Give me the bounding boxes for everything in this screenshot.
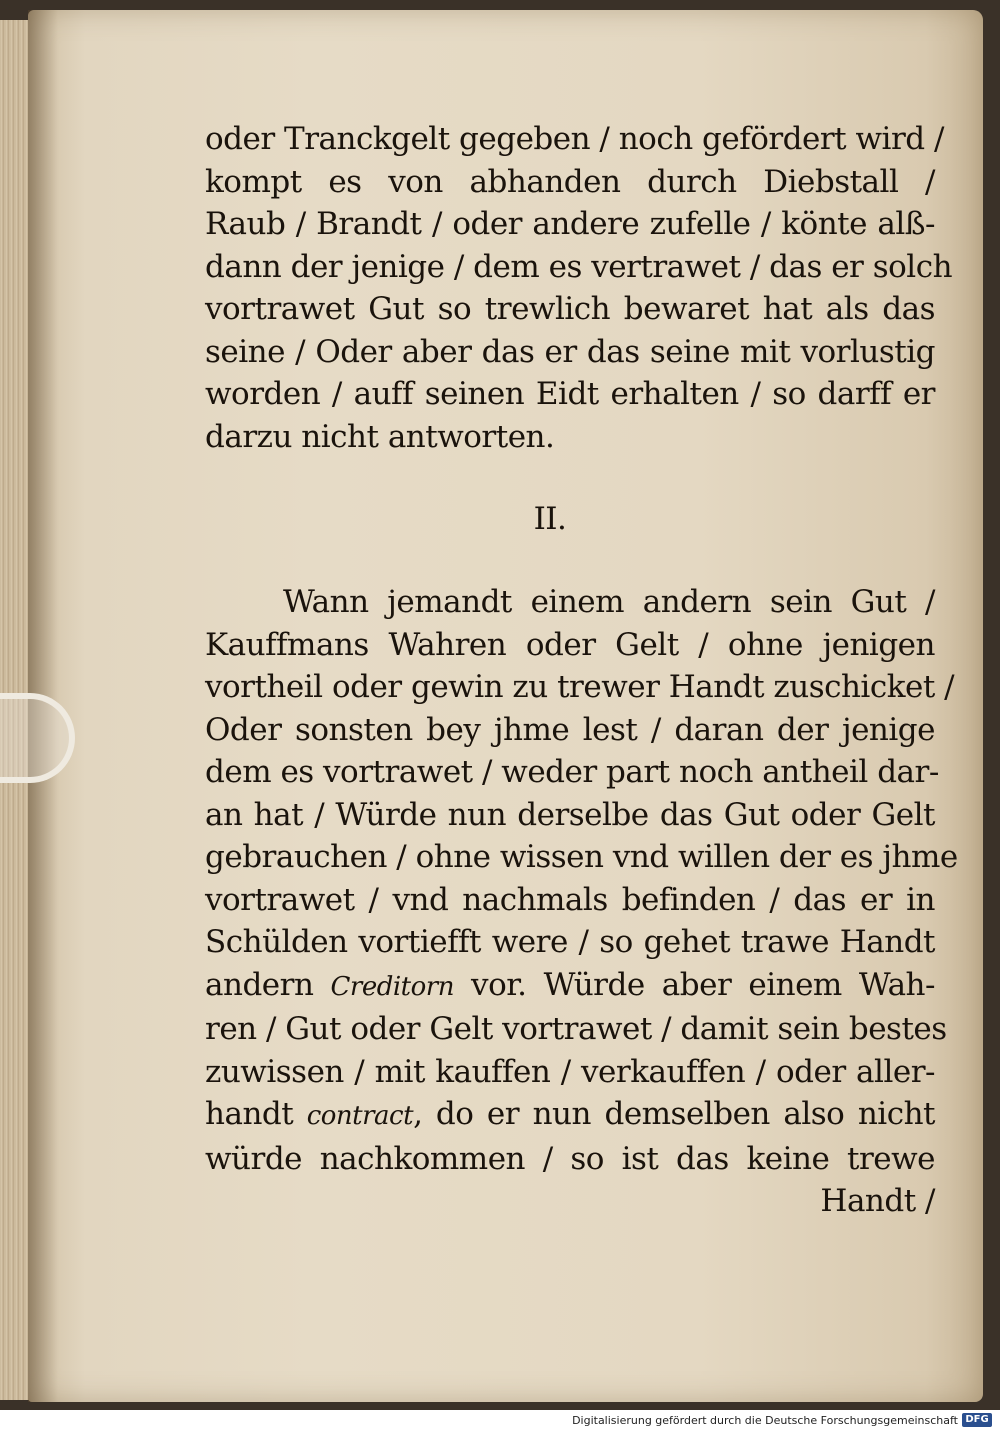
text-line: dann der jenige / dem es vertrawet / das er solch <box>205 248 953 285</box>
text-line: vortrawet / vnd nachmals befinden / das er in <box>205 881 935 918</box>
text-line: worden / auff seinen Eidt erhalten / so darff er <box>205 376 935 412</box>
section-numeral: II. <box>533 501 567 537</box>
footer-credit: Digitalisierung gefördert durch die Deutsche Forschungsgemeinschaft <box>572 1414 958 1427</box>
text-fragment: vor. Würde aber einem Wah- <box>453 966 935 1003</box>
italic-term: Creditorn <box>330 971 454 1002</box>
text-line: darzu nicht antworten. <box>205 418 555 455</box>
text-line: dem es vortrawet / weder part noch antheil dar- <box>205 754 939 790</box>
text-fragment: handt <box>205 1096 307 1132</box>
text-line-creditorn <box>205 964 935 1009</box>
text-line: Raub / Brandt / oder andere zufelle / könte alß- <box>205 206 935 242</box>
catchword: Handt / <box>820 1183 935 1219</box>
text-fragment: andern <box>205 966 331 1003</box>
text-line: zuwissen / mit kauffen / verkauffen / oder aller- <box>205 1053 935 1090</box>
text-line-contract <box>205 1093 935 1138</box>
text-line: oder Tranckgelt gegeben / noch gefördert wird / <box>205 121 944 157</box>
text-line: kompt es von abhanden durch Diebstall / <box>205 163 935 200</box>
text-line: Wann jemandt einem andern sein Gut / <box>283 584 935 620</box>
text-line: Kauffmans Wahren oder Gelt / ohne jenigen <box>205 626 935 663</box>
text-line: vortheil oder gewin zu trewer Handt zuschicket / <box>205 669 955 705</box>
text-line: seine / Oder aber das er das seine mit vorlustig <box>205 333 935 370</box>
text-line: vortrawet Gut so trewlich bewaret hat als das <box>205 291 935 327</box>
text-line: ren / Gut oder Gelt vortrawet / damit sein bestes <box>205 1011 947 1047</box>
text-line: gebrauchen / ohne wissen vnd willen der es jhme <box>205 839 958 875</box>
page-text-block <box>205 118 958 1223</box>
text-line: würde nachkommen / so ist das keine trewe <box>205 1140 935 1177</box>
italic-term: contract <box>306 1101 414 1131</box>
text-line: Oder sonsten bey jhme lest / daran der jenige <box>205 711 935 748</box>
text-line: Schülden vortiefft were / so gehet trawe Handt <box>205 924 935 960</box>
text-line: an hat / Würde nun derselbe das Gut oder Gelt <box>205 796 935 833</box>
dfg-logo: DFG <box>962 1413 992 1427</box>
text-fragment: , do er nun demselben also nicht <box>413 1096 935 1132</box>
